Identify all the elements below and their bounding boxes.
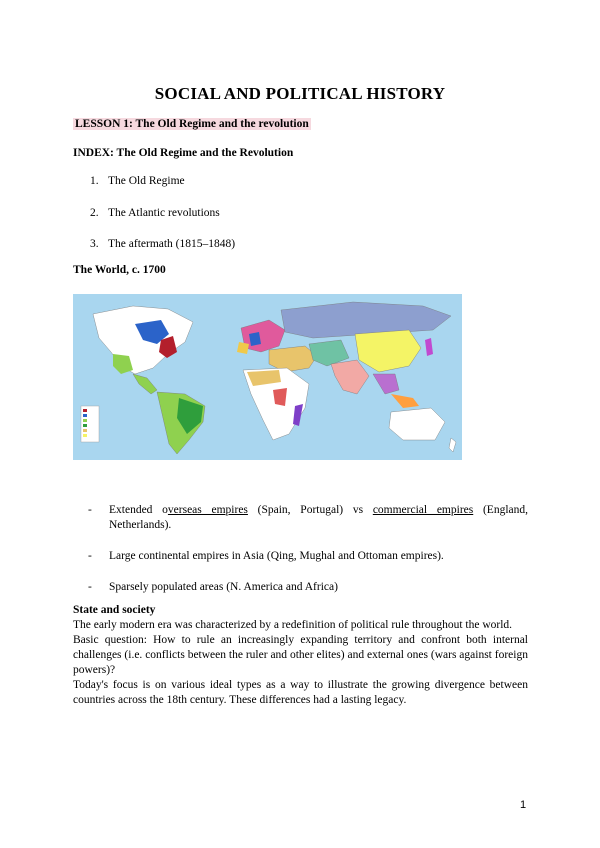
index-heading: INDEX: The Old Regime and the Revolution — [73, 147, 294, 159]
bullet-list — [88, 503, 528, 611]
page-number: 1 — [520, 799, 527, 811]
index-item: 3. The aftermath (1815–1848) — [90, 238, 236, 250]
bullet-item-overseas-empires: - Extended overseas empires (Spain, Portugal) vs commercial empires (England, Netherlands). — [88, 504, 529, 531]
underlined-overseas-empires: verseas empires — [167, 504, 248, 516]
paragraph: Today's focus is on various ideal types as a way to illustrate the growing divergence between countries across the 18th century. These differences had a lasting legacy. — [73, 679, 528, 706]
index-item: 1. The Old Regime — [90, 175, 185, 187]
index-item: 2. The Atlantic revolutions — [90, 206, 220, 219]
bullet-item-sparsely-populated: - Sparsely populated areas (N. America and Africa) — [88, 581, 338, 593]
page-title: SOCIAL AND POLITICAL HISTORY — [154, 84, 446, 103]
state-society-body — [73, 618, 528, 708]
paragraph: Basic question: How to rule an increasingly expanding territory and confront both internal challenges (i.e. conflicts between the ruler and other elites) and external ones (wars against foreign powers)? — [73, 634, 528, 676]
world-heading: The World, c. 1700 — [73, 264, 166, 276]
index-list — [90, 175, 235, 270]
paragraph: The early modern era was characterized by a redefinition of political rule throughout the world. — [73, 619, 513, 631]
underlined-commercial-empires: commercial empires — [372, 504, 474, 516]
lesson-heading: LESSON 1: The Old Regime and the revolution — [75, 118, 309, 130]
bullet-item-continental-empires: - Large continental empires in Asia (Qing, Mughal and Ottoman empires). — [88, 550, 444, 562]
world-map-image — [73, 294, 462, 460]
state-society-heading: State and society — [73, 604, 156, 616]
